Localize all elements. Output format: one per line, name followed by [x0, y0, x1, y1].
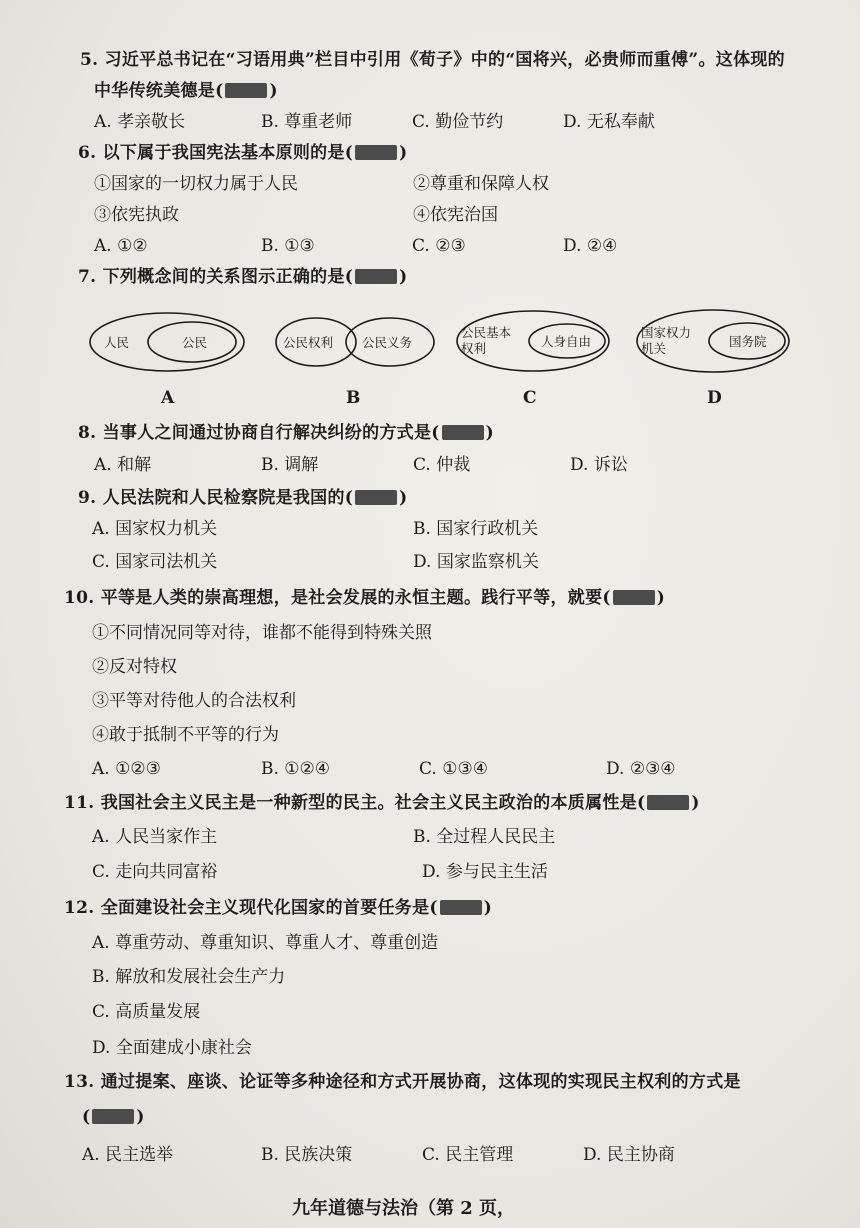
question-5-option-c: C. 勤俭节约 — [412, 112, 504, 132]
question-11-stem: 11. 我国社会主义民主是一种新型的民主。社会主义民主政治的本质属性是( ) — [64, 793, 700, 813]
answer-blank — [613, 590, 655, 605]
question-10-option-c: C. ①③④ — [419, 759, 488, 779]
diagram-d-outer-label-1: 国家权力 — [641, 325, 692, 340]
diagram-c-outer-label-1: 公民基本 — [461, 325, 512, 340]
answer-blank — [647, 795, 689, 810]
question-10-item-4: ④敢于抵制不平等的行为 — [92, 725, 279, 745]
diagram-a — [88, 310, 246, 374]
question-9-stem: 9. 人民法院和人民检察院是我国的( ) — [78, 488, 408, 508]
question-13-option-d: D. 民主协商 — [583, 1145, 675, 1165]
question-5-stem-line2: 中华传统美德是( ) — [94, 81, 278, 101]
answer-blank — [92, 1109, 134, 1124]
diagram-c-letter: C — [523, 388, 537, 408]
question-6-option-d: D. ②④ — [563, 236, 618, 256]
question-13-stem-line1: 13. 通过提案、座谈、论证等多种途径和方式开展协商，这体现的实现民主权利的方式是 — [64, 1072, 741, 1092]
diagram-a-outer-label: 人民 — [104, 335, 130, 350]
answer-blank — [225, 83, 267, 98]
diagram-d-letter: D — [707, 388, 722, 408]
question-5-stem-line1: 5. 习近平总书记在“习语用典”栏目中引用《荀子》中的“国将兴，必贵师而重傅”。这体现的 — [80, 50, 785, 70]
question-7-stem: 7. 下列概念间的关系图示正确的是( ) — [78, 267, 408, 287]
question-8-stem: 8. 当事人之间通过协商自行解决纠纷的方式是( ) — [78, 423, 494, 443]
question-8-option-c: C. 仲裁 — [413, 455, 471, 475]
question-6-item-3: ③依宪执政 — [94, 205, 179, 225]
diagram-d-outer-label-2: 机关 — [641, 341, 667, 356]
question-8-option-d: D. 诉讼 — [570, 455, 628, 475]
question-6-item-1: ①国家的一切权力属于人民 — [94, 174, 298, 194]
question-10-option-b: B. ①②④ — [261, 759, 331, 779]
diagram-d — [633, 307, 793, 375]
question-12-option-b: B. 解放和发展社会生产力 — [92, 967, 286, 987]
diagram-c — [453, 308, 613, 374]
answer-blank — [355, 145, 397, 160]
diagram-a-inner-label: 公民 — [182, 335, 208, 350]
question-9-option-c: C. 国家司法机关 — [92, 552, 218, 572]
question-11-option-b: B. 全过程人民民主 — [413, 827, 556, 847]
question-9-option-d: D. 国家监察机关 — [413, 552, 539, 572]
question-6-option-a: A. ①② — [94, 236, 148, 256]
question-13-option-b: B. 民族决策 — [261, 1145, 353, 1165]
question-5-option-a: A. 孝亲敬长 — [94, 112, 186, 132]
answer-blank — [440, 900, 482, 915]
question-10-stem: 10. 平等是人类的崇高理想，是社会发展的永恒主题。践行平等，就要( ) — [64, 588, 666, 608]
question-5-option-d: D. 无私奉献 — [563, 112, 655, 132]
question-12-option-c: C. 高质量发展 — [92, 1002, 201, 1022]
question-10-option-d: D. ②③④ — [606, 759, 676, 779]
question-12-stem: 12. 全面建设社会主义现代化国家的首要任务是( ) — [64, 898, 493, 918]
answer-blank — [442, 425, 484, 440]
question-10-item-1: ①不同情况同等对待，谁都不能得到特殊关照 — [92, 623, 432, 643]
question-12-option-d: D. 全面建成小康社会 — [92, 1038, 252, 1058]
question-5-option-b: B. 尊重老师 — [261, 112, 353, 132]
question-13-option-a: A. 民主选举 — [82, 1145, 174, 1165]
question-12-option-a: A. 尊重劳动、尊重知识、尊重人才、尊重创造 — [92, 933, 439, 953]
question-11-option-d: D. 参与民主生活 — [422, 862, 548, 882]
question-8-option-a: A. 和解 — [94, 455, 152, 475]
question-6-item-2: ②尊重和保障人权 — [413, 174, 549, 194]
question-11-option-a: A. 人民当家作主 — [92, 827, 218, 847]
question-6-stem: 6. 以下属于我国宪法基本原则的是( ) — [78, 143, 408, 163]
question-6-option-b: B. ①③ — [261, 236, 315, 256]
question-10-item-2: ②反对特权 — [92, 657, 177, 677]
question-11-option-c: C. 走向共同富裕 — [92, 862, 218, 882]
diagram-b-right-label: 公民义务 — [362, 335, 413, 350]
diagram-d-inner-label: 国务院 — [729, 334, 767, 349]
question-10-item-3: ③平等对待他人的合法权利 — [92, 691, 296, 711]
question-9-option-a: A. 国家权力机关 — [92, 519, 218, 539]
question-13-option-c: C. 民主管理 — [422, 1145, 514, 1165]
diagram-b — [270, 312, 438, 372]
question-13-stem-line2: ( ) — [82, 1107, 145, 1127]
page-footer: 九年道德与法治（第 2 页， — [292, 1198, 516, 1219]
question-10-option-a: A. ①②③ — [92, 759, 161, 779]
diagram-b-left-label: 公民权利 — [283, 335, 334, 350]
diagram-c-inner-label: 人身自由 — [541, 334, 592, 349]
question-8-option-b: B. 调解 — [261, 455, 319, 475]
diagram-a-letter: A — [161, 388, 175, 408]
question-6-item-4: ④依宪治国 — [413, 205, 498, 225]
answer-blank — [355, 490, 397, 505]
answer-blank — [355, 269, 397, 284]
diagram-c-outer-label-2: 权利 — [461, 341, 487, 356]
diagram-b-letter: B — [346, 388, 361, 408]
question-6-option-c: C. ②③ — [412, 236, 466, 256]
question-9-option-b: B. 国家行政机关 — [413, 519, 539, 539]
